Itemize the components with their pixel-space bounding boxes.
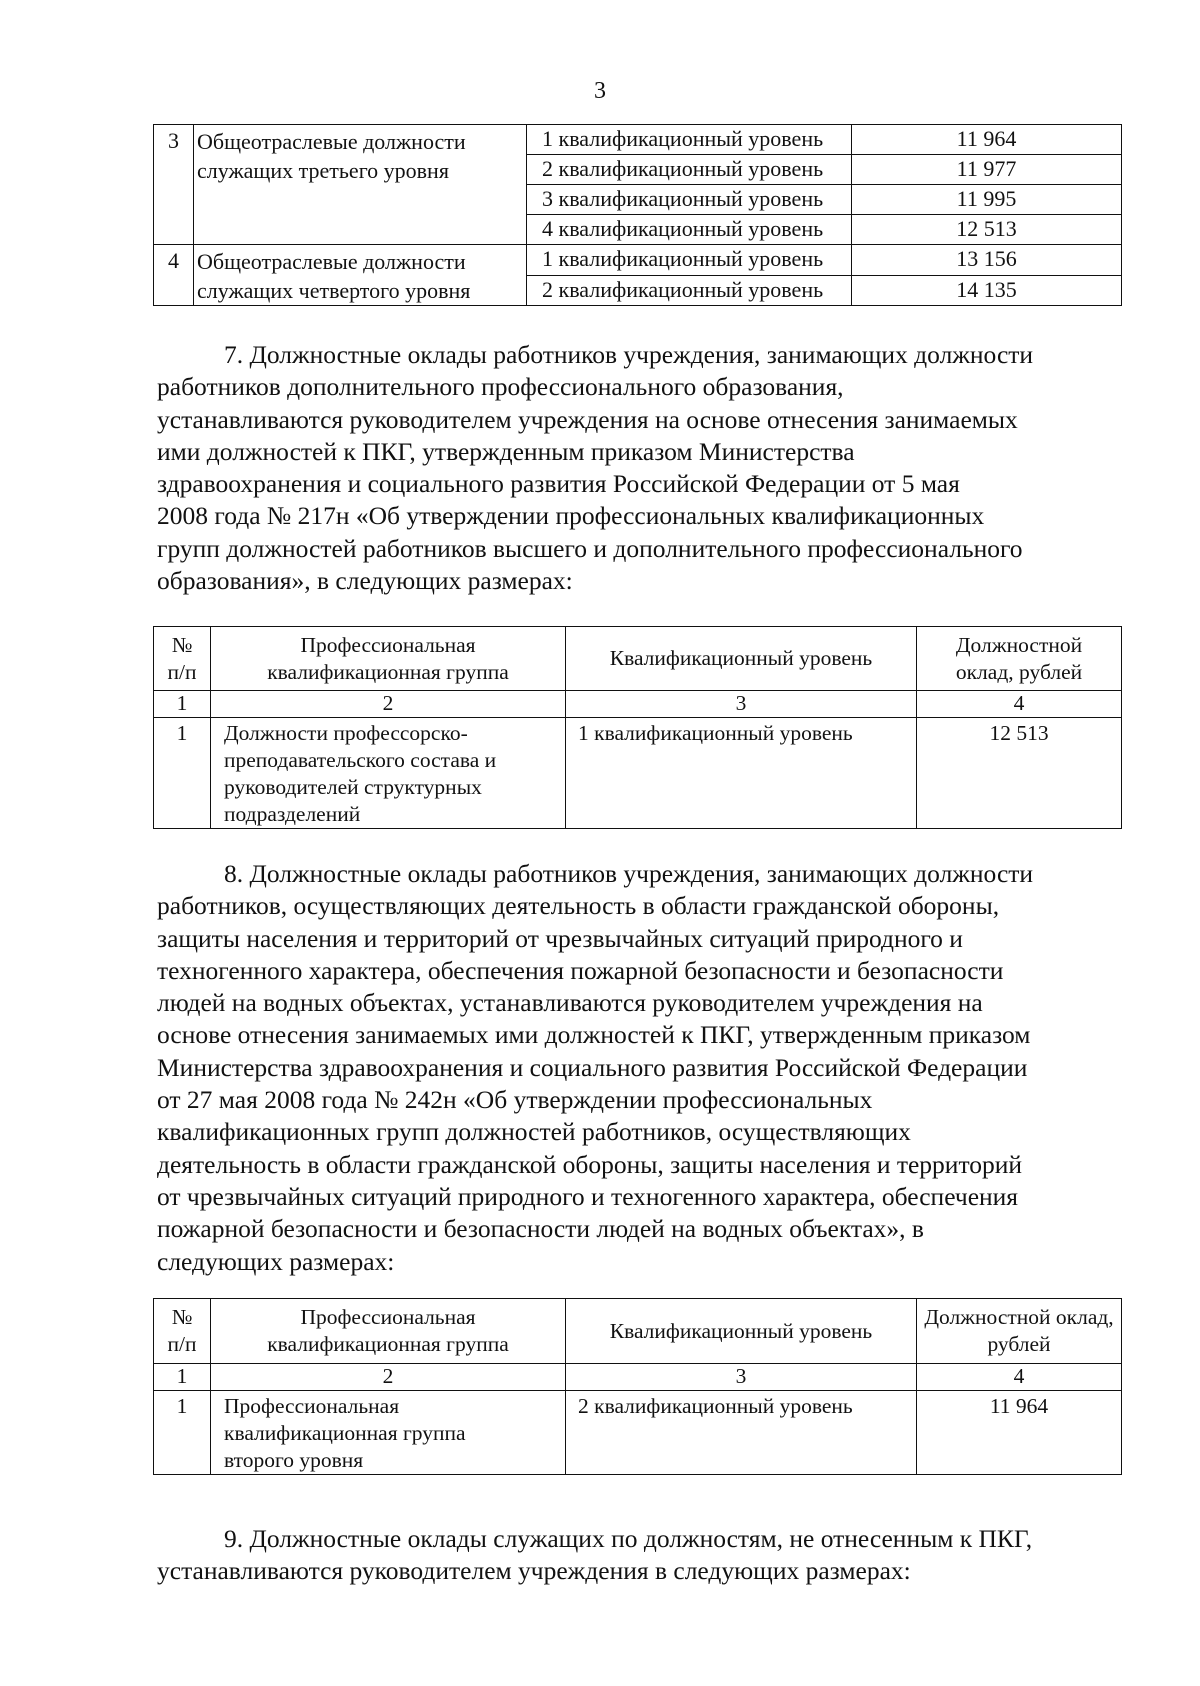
column-number: 2 <box>211 1364 566 1391</box>
text-line: устанавливаются руководителем учреждения в следующих размерах: <box>157 1556 911 1586</box>
text-line: от 27 мая 2008 года № 242н «Об утверждении профессиональных <box>157 1085 873 1115</box>
table-row <box>154 718 1122 829</box>
paragraph-8 <box>157 858 1118 1278</box>
text-line: техногенного характера, обеспечения пожарной безопасности и безопасности <box>157 955 1004 985</box>
qualification-level: 2 квалификационный уровень <box>527 155 852 185</box>
text-line: 9. Должностные оклады служащих по должностям, не отнесенным к ПКГ, <box>224 1524 1033 1553</box>
text-line: образования», в следующих размерах: <box>157 566 573 596</box>
header-group: Профессиональная квалификационная группа <box>211 627 566 691</box>
text-line: 7. Должностные оклады работников учреждения, занимающих должности <box>224 340 1034 369</box>
salary-table-general-positions <box>153 124 1122 306</box>
text-line: квалификационных групп должностей работников, осуществляющих <box>157 1117 911 1147</box>
text-line: групп должностей работников высшего и дополнительного профессионального <box>157 533 1023 563</box>
column-number: 3 <box>566 691 917 718</box>
column-number: 1 <box>154 1364 211 1391</box>
column-number: 3 <box>566 1364 917 1391</box>
salary-value: 14 135 <box>852 275 1122 306</box>
text-line: 8. Должностные оклады работников учреждения, занимающих должности <box>224 859 1034 888</box>
paragraph-9 <box>157 1523 1118 1588</box>
text-line: 2008 года № 217н «Об утверждении профессиональных квалификационных <box>157 501 985 531</box>
column-number: 2 <box>211 691 566 718</box>
text-line: здравоохранения и социального развития Российской Федерации от 5 мая <box>157 469 960 499</box>
salary-value: 13 156 <box>852 245 1122 276</box>
header-level: Квалификационный уровень <box>566 1299 917 1364</box>
column-number: 1 <box>154 691 211 718</box>
group-name: Профессиональная квалификационная группа второго уровня <box>211 1391 566 1475</box>
text-line: устанавливаются руководителем учреждения на основе отнесения занимаемых <box>157 404 1018 434</box>
qualification-level: 1 квалификационный уровень <box>566 718 917 829</box>
group-name: Должности профессорско- преподавательского состава и руководителей структурных подразделений <box>211 718 566 829</box>
header-num: № п/п <box>154 627 211 691</box>
salary-table-education-positions <box>153 626 1122 829</box>
column-number: 4 <box>917 691 1122 718</box>
header-num: № п/п <box>154 1299 211 1364</box>
text-line: людей на водных объектах, устанавливаются руководителем учреждения на <box>157 988 983 1018</box>
salary-value: 11 964 <box>852 125 1122 155</box>
qualification-level: 1 квалификационный уровень <box>527 245 852 276</box>
text-line: деятельность в области гражданской обороны, защиты населения и территорий <box>157 1149 1023 1179</box>
column-numbers-row <box>154 691 1122 718</box>
table-row <box>154 125 1122 155</box>
page-number: 3 <box>594 78 606 104</box>
table-header-row <box>154 627 1122 691</box>
qualification-level: 3 квалификационный уровень <box>527 185 852 215</box>
salary-value: 11 977 <box>852 155 1122 185</box>
table-row <box>154 245 1122 276</box>
table-header-row <box>154 1299 1122 1364</box>
group-number: 4 <box>154 245 194 306</box>
salary-value: 12 513 <box>852 215 1122 245</box>
group-name: Общеотраслевые должности служащих третьего уровня <box>194 125 527 245</box>
qualification-level: 2 квалификационный уровень <box>527 275 852 306</box>
group-number: 3 <box>154 125 194 245</box>
text-line: от чрезвычайных ситуаций природного и техногенного характера, обеспечения <box>157 1181 1019 1211</box>
salary-table-civil-defense-positions <box>153 1298 1122 1475</box>
header-salary: Должностной оклад, рублей <box>917 627 1122 691</box>
qualification-level: 1 квалификационный уровень <box>527 125 852 155</box>
qualification-level: 4 квалификационный уровень <box>527 215 852 245</box>
text-line: работников, осуществляющих деятельность в области гражданской обороны, <box>157 891 1000 921</box>
salary-value: 11 964 <box>917 1391 1122 1475</box>
header-salary: Должностной оклад, рублей <box>917 1299 1122 1364</box>
column-number: 4 <box>917 1364 1122 1391</box>
text-line: защиты населения и территорий от чрезвычайных ситуаций природного и <box>157 923 963 953</box>
salary-value: 12 513 <box>917 718 1122 829</box>
table-row <box>154 1391 1122 1475</box>
group-name: Общеотраслевые должности служащих четвертого уровня <box>194 245 527 306</box>
header-group: Профессиональная квалификационная группа <box>211 1299 566 1364</box>
column-numbers-row <box>154 1364 1122 1391</box>
row-number: 1 <box>154 718 211 829</box>
text-line: основе отнесения занимаемых ими должностей к ПКГ, утвержденным приказом <box>157 1020 1031 1050</box>
qualification-level: 2 квалификационный уровень <box>566 1391 917 1475</box>
paragraph-7 <box>157 339 1118 597</box>
text-line: Министерства здравоохранения и социального развития Российской Федерации <box>157 1052 1028 1082</box>
text-line: работников дополнительного профессионального образования, <box>157 372 844 402</box>
text-line: ими должностей к ПКГ, утвержденным приказом Министерства <box>157 436 855 466</box>
text-line: следующих размерах: <box>157 1246 395 1276</box>
salary-value: 11 995 <box>852 185 1122 215</box>
header-level: Квалификационный уровень <box>566 627 917 691</box>
row-number: 1 <box>154 1391 211 1475</box>
text-line: пожарной безопасности и безопасности людей на водных объектах», в <box>157 1214 924 1244</box>
